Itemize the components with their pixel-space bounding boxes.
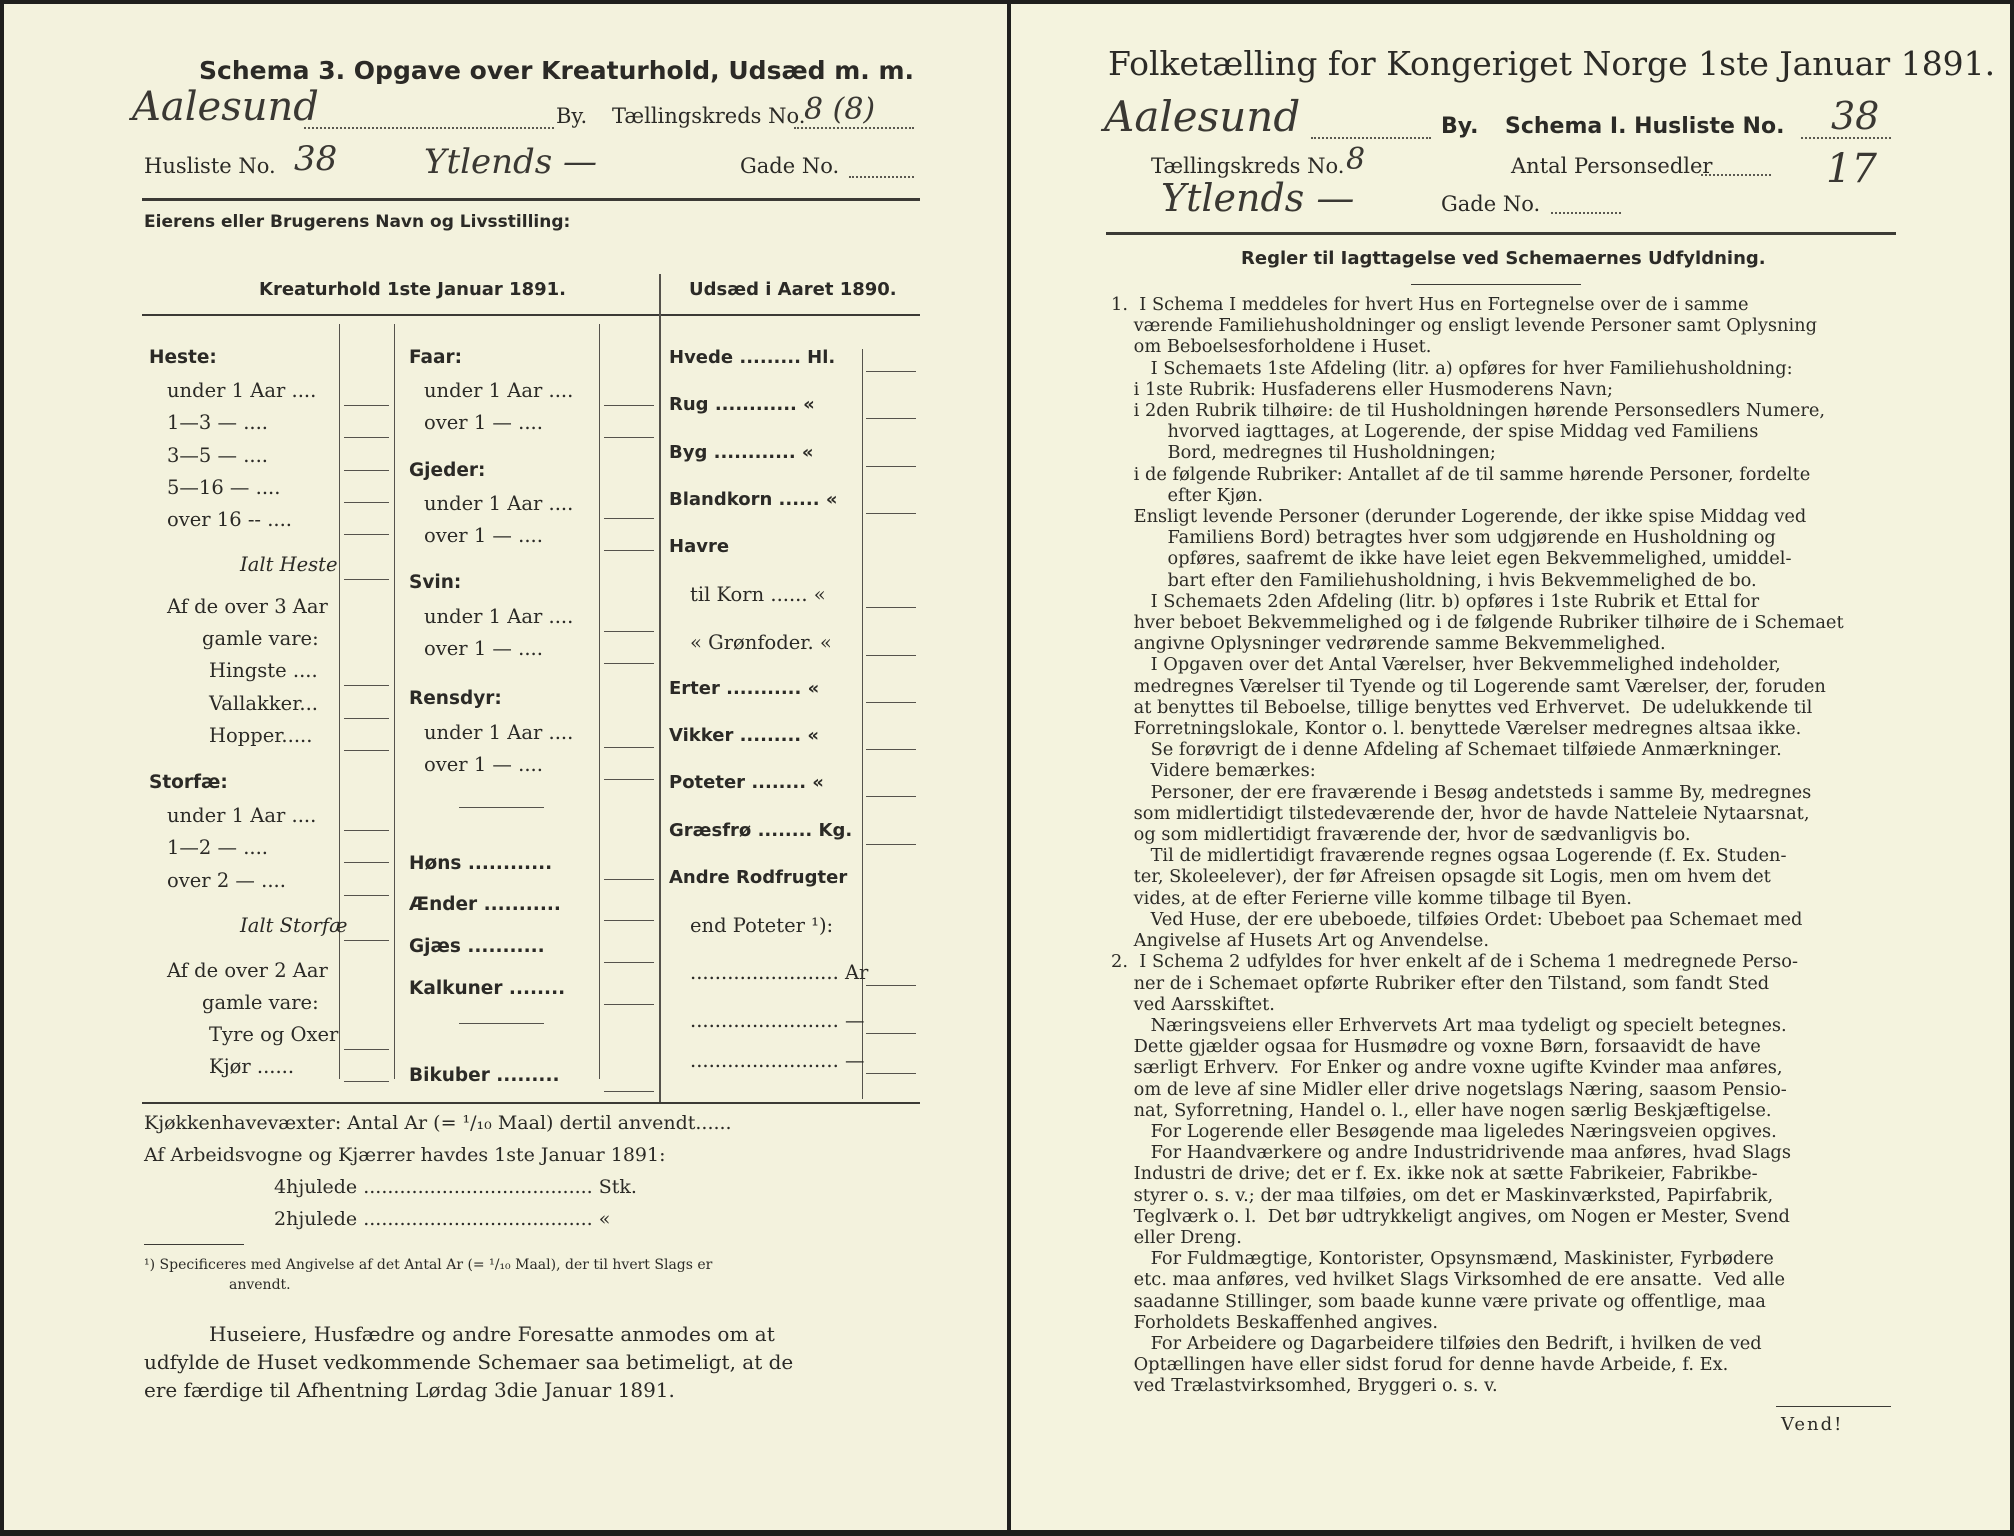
rules-line: styrer o. s. v.; der maa tilføies, om det er Maskinværksted, Papirfabrik, (1111, 1184, 1774, 1206)
udsaed-blank (866, 749, 916, 750)
kreatur-label: Ialt Heste (240, 553, 338, 577)
udsaed-label: Blandkorn ...... « (669, 488, 838, 510)
kreatur-blank (344, 502, 389, 503)
udsaed-label: Hvede ......... Hl. (669, 347, 836, 368)
husliste-label: Husliste No. (144, 154, 276, 178)
kreatur-label: under 1 Aar .... (167, 804, 317, 828)
city-dotline (304, 127, 554, 129)
owner-label: Eierens eller Brugerens Navn og Livsstilling: (144, 212, 571, 232)
rules-line: Personer, der ere fraværende i Besøg andetsteds i samme By, medregnes (1111, 781, 1812, 803)
rules-line: som midlertidigt tilstedeværende der, hvor de havde Natteleie Nytaarsnat, (1111, 802, 1810, 824)
rules-line: Angivelse af Husets Art og Anvendelse. (1111, 930, 1489, 952)
udsaed-label: ........................ — (690, 1049, 865, 1073)
rules-line: hver beboet Bekvemmelighed og i de følgende Rubriker tilhøire de i Schemaet (1111, 612, 1844, 634)
udsaed-label: Vikker ......... « (669, 725, 820, 746)
rules-line: om Beboelsesforholdene i Huset. (1111, 336, 1432, 358)
antal-handwritten: 17 (1826, 146, 1877, 192)
rules-line: I Opgaven over det Antal Værelser, hver Bekvemmelighed indeholder, (1111, 654, 1781, 676)
kreatur-blank-2 (604, 405, 654, 406)
gade-label-right: Gade No. (1441, 192, 1541, 216)
udsaed-blank (866, 796, 916, 797)
footnote-line-2: anvendt. (229, 1277, 291, 1293)
kreatur-blank-2 (604, 779, 654, 780)
kreatur-blank (344, 1081, 389, 1082)
udsaed-label: « Grønfoder. « (690, 630, 832, 654)
kreatur-blank (344, 862, 389, 863)
rules-line: 1. I Schema I meddeles for hvert Hus en Fortegnelse over de i samme (1111, 294, 1749, 315)
kreatur-blank-2 (604, 1091, 654, 1092)
rules-text (1111, 294, 1911, 1397)
vend-rule (1776, 1406, 1891, 1407)
kreatur-label: gamle vare: (202, 627, 319, 651)
kreatur-blank (344, 534, 389, 535)
rules-line: Forretningslokale, Kontor o. l. benyttede Værelser medregnes altsaa ikke. (1111, 718, 1802, 740)
kreatur-blank-2 (604, 663, 654, 664)
schema1-husliste-label: Schema I. Husliste No. (1505, 114, 1785, 139)
kjokkenhave-line: Kjøkkenhavevæxter: Antal Ar (= ¹/₁₀ Maal) dertil anvendt...... (144, 1112, 732, 1134)
header-rule (142, 198, 920, 201)
city-handwritten-right: Aalesund (1104, 92, 1301, 141)
by-label: By. (556, 104, 588, 128)
kreatur-label: Kjør ...... (209, 1055, 295, 1079)
table-bottom-rule (142, 1102, 920, 1104)
col3-blank-left (862, 349, 863, 1099)
udsaed-label: end Poteter ¹): (690, 914, 834, 937)
kreatur-title: Kreaturhold 1ste Januar 1891. (259, 279, 566, 300)
tkreds-dotline (794, 127, 914, 129)
rules-line: medregnes Værelser til Tyende og til Logerende samt Værelser, der, foruden (1111, 675, 1826, 697)
kreatur-blank-2 (604, 1004, 654, 1005)
rules-line: at benyttes til Beboelse, tillige benyttes ved Erhvervet. De udelukkende til (1111, 696, 1813, 718)
udsaed-label: Poteter ........ « (669, 772, 824, 794)
antal-personsedler-label: Antal Personsedler (1511, 154, 1713, 178)
tkreds-label: Tællingskreds No. (612, 104, 806, 128)
tkreds-handwritten: 8 (8) (804, 92, 876, 127)
rules-line: vides, at de efter Ferierne ville komme tilbage til Byen. (1111, 887, 1632, 909)
rules-line: eller Dreng. (1111, 1226, 1242, 1248)
gade-dotline (849, 176, 914, 178)
husliste-dotline-right (1801, 137, 1891, 139)
rules-line: værende Familiehusholdninger og ensligt levende Personer samt Oplysning (1111, 315, 1817, 337)
by-label-right: By. (1441, 114, 1479, 139)
udsaed-label: ........................ Ar (690, 961, 869, 985)
kreatur-label: 5—16 — .... (167, 475, 281, 499)
kreatur-label-2: Kalkuner ........ (409, 978, 566, 1000)
rules-line: ved Aarsskiftet. (1111, 993, 1275, 1015)
kreatur-label: Af de over 2 Aar (167, 958, 328, 982)
kreatur-blank-2 (604, 747, 654, 748)
kreatur-label-2: over 1 — .... (424, 524, 543, 548)
kreatur-blank-2 (604, 962, 654, 963)
schema3-title: Schema 3. Opgave over Kreaturhold, Udsæd m. m. (199, 56, 915, 85)
col2-blank-left (599, 324, 600, 1079)
rules-line: i 1ste Rubrik: Husfaderens eller Husmoderens Navn; (1111, 378, 1613, 400)
rules-line: Se forøvrigt de i denne Afdeling af Schemaet tilføiede Anmærkninger. (1111, 739, 1782, 761)
rules-line: I Schemaets 1ste Afdeling (litr. a) opføres for hver Familiehusholdning: (1111, 357, 1793, 379)
gade-handwritten: Ytlends — (424, 142, 598, 182)
kreatur-divider-2 (459, 807, 544, 808)
kreatur-label-2: Faar: (409, 347, 463, 368)
gade-label: Gade No. (740, 154, 840, 178)
udsaed-label: Erter ........... « (669, 677, 820, 699)
rules-line: efter Kjøn. (1111, 484, 1264, 506)
udsaed-blank (866, 655, 916, 656)
rules-line: i de følgende Rubriker: Antallet af de til samme hørende Personer, fordelte (1111, 463, 1811, 485)
notice-line-2: udfylde de Huset vedkommende Schemaer saa betimeligt, at de (144, 1350, 794, 1374)
gade-handwritten-right: Ytlends — (1161, 176, 1355, 220)
kreatur-divider-2b (459, 1023, 544, 1024)
kreatur-blank-2 (604, 437, 654, 438)
kreatur-label: over 2 — .... (167, 868, 286, 892)
udsaed-label: ........................ — (690, 1008, 865, 1032)
udsaed-label: Græsfrø ........ Kg. (669, 819, 853, 841)
rules-line: Familiens Bord) betragtes hver som udgjørende en Husholdning og (1111, 527, 1776, 549)
fourwheel-line: 4hjulede ...................................... Stk. (274, 1176, 637, 1198)
notice-line-3: ere færdige til Afhentning Lørdag 3die Januar 1891. (144, 1378, 675, 1402)
city-dotline-right (1311, 137, 1431, 139)
kreatur-label: Storfæ: (149, 772, 228, 794)
footnote-rule (144, 1244, 244, 1245)
rules-line: For Fuldmægtige, Kontorister, Opsynsmænd, Maskinister, Fyrbødere (1111, 1248, 1774, 1270)
kreatur-blank (344, 470, 389, 471)
tkreds-handwritten-right: 8 (1346, 142, 1366, 177)
udsaed-label: Havre (669, 536, 730, 557)
udsaed-blank (866, 418, 916, 419)
kreatur-label: Hingste .... (209, 659, 318, 683)
kreatur-label: Af de over 3 Aar (167, 594, 328, 618)
kreatur-blank-2 (604, 920, 654, 921)
rules-line: nat, Syforretning, Handel o. l., eller have nogen særlig Beskjæftigelse. (1111, 1099, 1772, 1121)
rules-line: ner de i Schemaet opførte Rubriker efter den Tilstand, som fandt Sted (1111, 972, 1770, 994)
husliste-handwritten: 38 (294, 139, 338, 179)
rules-line: For Haandværkere og andre Industridrivende maa anføres, hvad Slags (1111, 1142, 1791, 1164)
kreatur-label-2: under 1 Aar .... (424, 604, 574, 628)
rules-line: i 2den Rubrik tilhøire: de til Husholdningen hørende Personsedlers Numere, (1111, 400, 1826, 422)
col1-blank-right (394, 324, 395, 1079)
udsaed-blank (866, 702, 916, 703)
kreatur-label: Heste: (149, 347, 217, 368)
kreatur-label-2: under 1 Aar .... (424, 720, 574, 744)
rules-line: Optællingen have eller sidst forud for denne havde Arbeide, f. Ex. (1111, 1354, 1729, 1376)
rules-line: Bord, medregnes til Husholdningen; (1111, 442, 1496, 464)
kreatur-label-2: Ænder ........... (409, 894, 561, 916)
udsaed-divider (659, 274, 661, 1104)
vend-label: Vend! (1781, 1414, 1844, 1435)
kreatur-blank (344, 1049, 389, 1050)
rules-line: Dette gjælder ogsaa for Husmødre og voxne Børn, forsaavidt de have (1111, 1036, 1761, 1058)
rules-line: opføres, saafremt de ikke have leiet egen Bekvemmelighed, umiddel- (1111, 548, 1792, 570)
kreatur-blank (344, 579, 389, 580)
udsaed-title: Udsæd i Aaret 1890. (689, 279, 897, 300)
udsaed-label: Rug ............ « (669, 394, 815, 416)
kreatur-label-2: Gjæs ........... (409, 936, 545, 958)
udsaed-blank (866, 607, 916, 608)
kreatur-label-2: Bikuber ......... (409, 1065, 560, 1087)
kreatur-label-2: Gjeder: (409, 459, 486, 481)
rules-line: om de leve af sine Midler eller drive nogetslags Næring, saasom Pensio- (1111, 1078, 1787, 1100)
rules-line: Ensligt levende Personer (derunder Logerende, der ikke spise Middag ved (1111, 506, 1807, 528)
twowheel-line: 2hjulede ...................................... « (274, 1208, 611, 1230)
kreatur-label: 3—5 — .... (167, 443, 269, 467)
udsaed-label: til Korn ...... « (690, 583, 826, 607)
city-handwritten: Aalesund (132, 84, 319, 130)
udsaed-blank (866, 844, 916, 845)
kreatur-blank-2 (604, 631, 654, 632)
rules-line: Næringsveiens eller Erhvervets Art maa tydeligt og specielt betegnes. (1111, 1014, 1787, 1036)
rules-line: I Schemaets 2den Afdeling (litr. b) opføres i 1ste Rubrik et Ettal for (1111, 590, 1760, 612)
kreatur-label: over 16 -- .... (167, 508, 292, 531)
kreatur-blank (344, 750, 389, 751)
rules-line: ter, Skoleelever), der før Afreisen opsagde sit Logis, men om hvem det (1111, 866, 1771, 888)
antal-dotline (1701, 174, 1771, 176)
kreatur-blank (344, 895, 389, 896)
husliste-handwritten-right: 38 (1831, 94, 1880, 138)
kreatur-label-2: over 1 — .... (424, 411, 543, 435)
kreatur-label-2: over 1 — .... (424, 636, 543, 660)
kreatur-label: gamle vare: (202, 991, 319, 1014)
kreatur-label: 1—3 — .... (167, 411, 269, 435)
kreatur-label-2: Svin: (409, 572, 462, 594)
kreatur-blank-2 (604, 518, 654, 519)
kreatur-label: under 1 Aar .... (167, 379, 317, 403)
kreatur-label: Tyre og Oxer (209, 1023, 339, 1047)
rules-line: bart efter den Familiehusholdning, i hvis Bekvemmelighed de bo. (1111, 569, 1757, 591)
rules-line: saadanne Stillinger, som baade kunne være private og offentlige, maa (1111, 1290, 1766, 1312)
kreatur-label: Hopper..... (209, 723, 313, 747)
rules-title: Regler til Iagttagelse ved Schemaernes Udfyldning. (1241, 248, 1766, 269)
kreatur-label: 1—2 — .... (167, 836, 269, 860)
rules-line: For Arbeidere og Dagarbeidere tilføies den Bedrift, i hvilken de ved (1111, 1332, 1762, 1354)
rules-line: etc. maa anføres, ved hvilket Slags Virksomhed de ere ansatte. Ved alle (1111, 1269, 1786, 1291)
rules-line: Videre bemærkes: (1111, 760, 1316, 782)
notice-line-1: Huseiere, Husfædre og andre Foresatte anmodes om at (209, 1322, 775, 1346)
kreatur-label: Vallakker... (209, 691, 318, 715)
rules-line: ved Trælastvirksomhed, Bryggeri o. s. v. (1111, 1375, 1498, 1397)
kreatur-label: Ialt Storfæ (240, 913, 348, 937)
kreatur-blank (344, 718, 389, 719)
col1-blank-left (339, 324, 340, 1079)
kreatur-label-2: under 1 Aar .... (424, 491, 574, 515)
kreatur-label-2: under 1 Aar .... (424, 379, 574, 403)
rules-line: Teglværk o. l. Det bør udtrykkeligt angives, om Nogen er Mester, Svend (1111, 1205, 1790, 1227)
tkreds-label-right: Tællingskreds No. (1151, 154, 1345, 178)
arbeidsvogne-line: Af Arbeidsvogne og Kjærrer havdes 1ste Januar 1891: (144, 1144, 666, 1166)
rules-line: angivne Oplysninger vedrørende samme Bekvemmelighed. (1111, 633, 1666, 655)
census-title: Folketælling for Kongeriget Norge 1ste Januar 1891. (1108, 44, 1996, 83)
rules-line: og som midlertidigt fraværende der, hvor de sædvanligvis bo. (1111, 824, 1691, 846)
udsaed-blank (866, 1033, 916, 1034)
udsaed-blank (866, 985, 916, 986)
kreatur-blank (344, 940, 389, 941)
kreatur-blank-2 (604, 550, 654, 551)
rules-title-rule (1411, 284, 1581, 285)
right-page-schema-1 (1011, 4, 2010, 1530)
rules-line: hvorved iagttages, at Logerende, der spise Middag ved Familiens (1111, 421, 1759, 443)
kreatur-label-2: Rensdyr: (409, 688, 502, 710)
rules-line: Industri de drive; det er f. Ex. ikke nok at sætte Fabrikeier, Fabrikbe- (1111, 1163, 1758, 1185)
kreatur-label-2: Høns ............ (409, 852, 553, 874)
rules-line: Forholdets Beskaffenhed angives. (1111, 1311, 1439, 1333)
rules-line: 2. I Schema 2 udfyldes for hver enkelt af de i Schema 1 medregnede Perso- (1111, 951, 1798, 973)
kreatur-label-2: over 1 — .... (424, 752, 543, 776)
kreatur-blank-2 (604, 879, 654, 880)
rules-line: særligt Erhverv. For Enker og andre voxne ugifte Kvinder maa anføres, (1111, 1057, 1783, 1079)
kreatur-blank (344, 405, 389, 406)
udsaed-label: Byg ............ « (669, 441, 814, 463)
table-top-rule (142, 314, 920, 316)
udsaed-blank (866, 513, 916, 514)
header-rule-right (1106, 232, 1896, 235)
left-page-schema-3 (4, 4, 1007, 1530)
kreatur-blank (344, 685, 389, 686)
udsaed-label: Andre Rodfrugter (669, 866, 848, 888)
rules-line: For Logerende eller Besøgende maa ligeledes Næringsveien opgives. (1111, 1120, 1777, 1142)
kreatur-blank (344, 830, 389, 831)
rules-line: Til de midlertidigt fraværende regnes ogsaa Logerende (f. Ex. Studen- (1111, 845, 1787, 867)
udsaed-blank (866, 466, 916, 467)
udsaed-blank (866, 1073, 916, 1074)
footnote-line-1: ¹) Specificeres med Angivelse af det Antal Ar (= ¹/₁₀ Maal), der til hvert Slags er (144, 1257, 713, 1273)
kreatur-blank (344, 437, 389, 438)
gade-dotline-right (1551, 212, 1621, 214)
rules-line: Ved Huse, der ere ubeboede, tilføies Ordet: Ubeboet paa Schemaet med (1111, 908, 1803, 930)
udsaed-blank (866, 371, 916, 372)
